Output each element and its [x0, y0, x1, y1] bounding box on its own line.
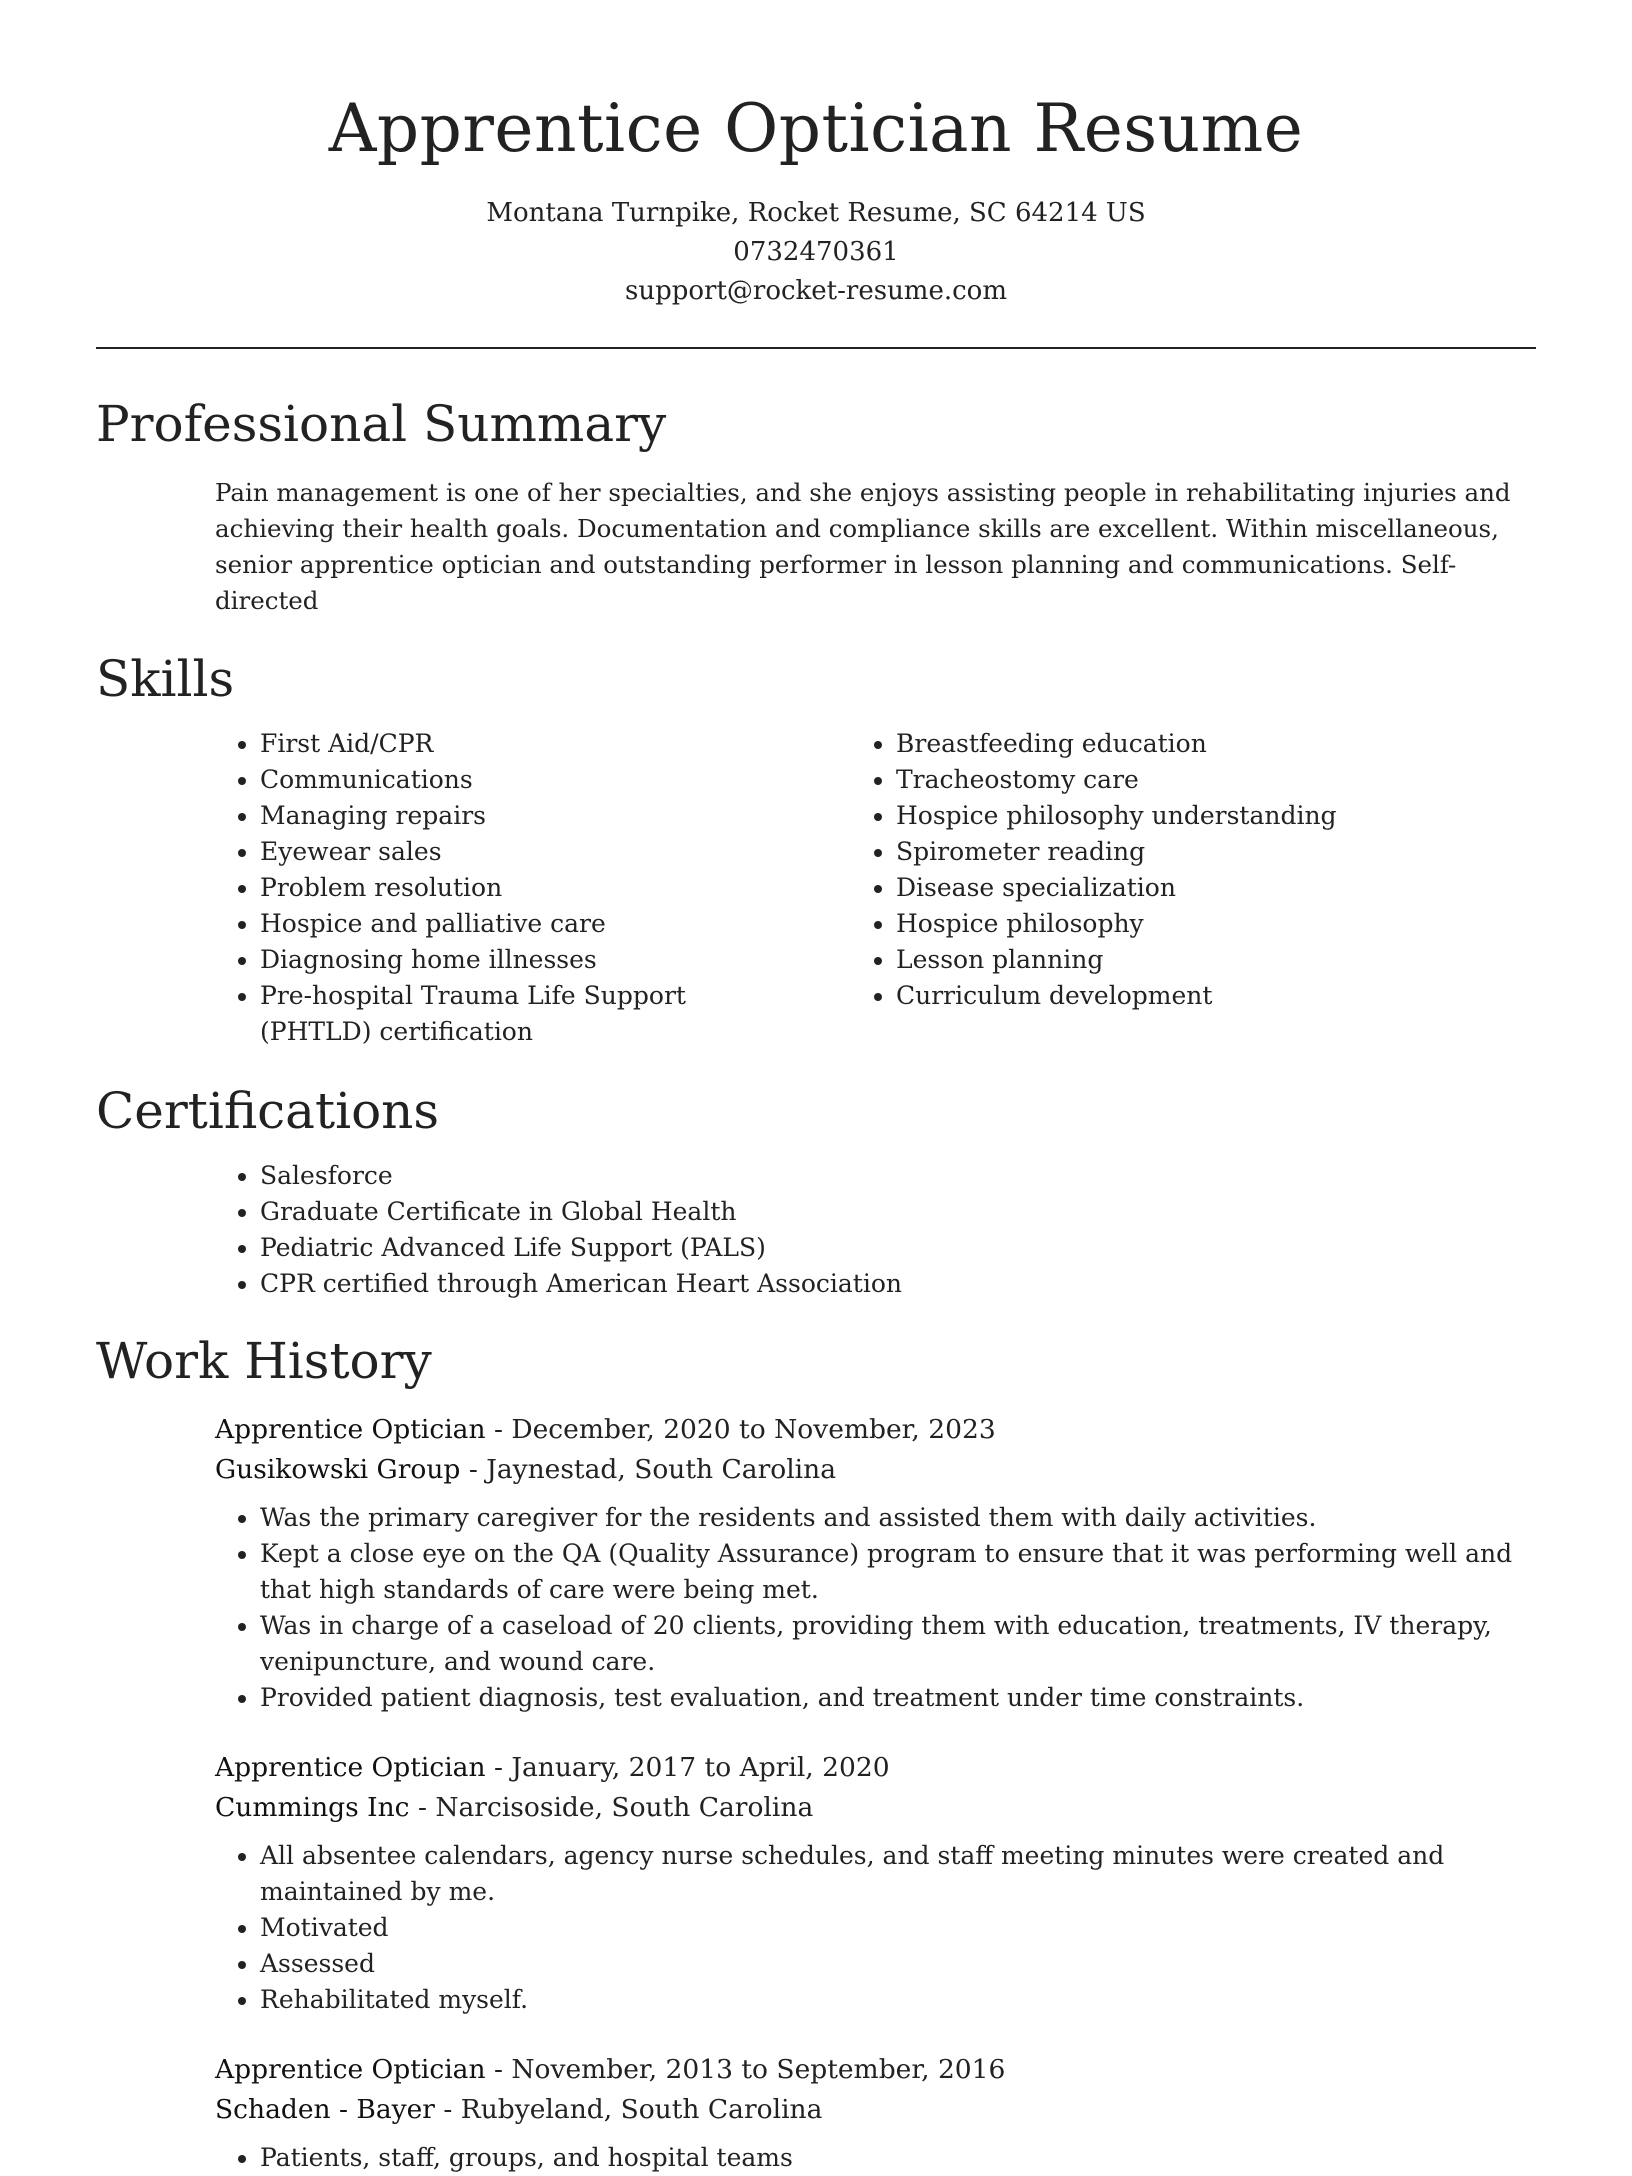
summary-section — [96, 389, 1536, 619]
resume-header — [96, 0, 1536, 311]
skill-item: • Eyewear sales — [260, 834, 746, 870]
skill-item: • Spirometer reading — [896, 834, 1337, 870]
job-bullet: • Kept a close eye on the QA (Quality Assurance) program to ensure that it was performing well and that high standards of care were being met. — [260, 1536, 1536, 1608]
job-bullet: • Patients, staff, groups, and hospital teams — [260, 2140, 1536, 2176]
job-bullet: • Motivated — [260, 1910, 1536, 1946]
certification-item: • Salesforce — [260, 1158, 1536, 1194]
skill-item: • Lesson planning — [896, 942, 1337, 978]
job-entry — [96, 1410, 1536, 1716]
job-company: Cummings Inc — [215, 1792, 410, 1823]
header-divider — [96, 347, 1536, 349]
skills-section — [96, 644, 1536, 1050]
job-bullets — [96, 2140, 1536, 2176]
job-bullet: • Rehabilitated myself. — [260, 1982, 1536, 2018]
skills-columns — [96, 726, 1536, 1050]
job-company: Gusikowski Group — [215, 1454, 461, 1485]
resume-title: Apprentice Optician Resume — [328, 90, 1304, 167]
job-title-line — [215, 1410, 1536, 1450]
job-location: - Narcisoside, South Carolina — [409, 1792, 814, 1823]
skill-item: • Pre-hospital Trauma Life Support (PHTLD) certification — [260, 978, 746, 1050]
certifications-section — [96, 1076, 1536, 1302]
job-title-line — [215, 1748, 1536, 1788]
job-title: Apprentice Optician — [215, 1752, 486, 1783]
job-company-line — [215, 1788, 1536, 1828]
skills-heading: Skills — [96, 650, 235, 708]
job-bullet: • Was the primary caregiver for the residents and assisted them with daily activities. — [260, 1500, 1536, 1536]
certifications-heading: Certifications — [96, 1082, 440, 1140]
certification-item: • CPR certified through American Heart Association — [260, 1266, 1536, 1302]
job-bullet: • Assessed — [260, 1946, 1536, 1982]
skill-item: • Tracheostomy care — [896, 762, 1337, 798]
contact-phone: 0732470361 — [733, 237, 899, 267]
job-company: Schaden - Bayer — [215, 2094, 435, 2125]
job-location: - Rubyeland, South Carolina — [434, 2094, 823, 2125]
skill-item: • Problem resolution — [260, 870, 746, 906]
job-company-line — [215, 2090, 1536, 2130]
job-location: - Jaynestad, South Carolina — [460, 1454, 837, 1485]
summary-text: Pain management is one of her specialties, and she enjoys assisting people in rehabilitating injuries and achieving their health goals. Documentation and compliance skills are excellent. Within miscellaneous, senior apprentice optician and outstanding performer in lesson planning and communications. Self-directed — [215, 478, 1511, 615]
skill-item: • Communications — [260, 762, 746, 798]
skill-item: • Diagnosing home illnesses — [260, 942, 746, 978]
job-bullet: • All absentee calendars, agency nurse schedules, and staff meeting minutes were created and maintained by me. — [260, 1838, 1536, 1910]
job-title: Apprentice Optician — [215, 1414, 486, 1445]
certification-item: • Graduate Certificate in Global Health — [260, 1194, 1536, 1230]
skill-item: • First Aid/CPR — [260, 726, 746, 762]
job-company-line — [215, 1450, 1536, 1490]
skill-item: • Hospice philosophy understanding — [896, 798, 1337, 834]
job-bullet: • Was in charge of a caseload of 20 clients, providing them with education, treatments, IV therapy, venipuncture, and wound care. — [260, 1608, 1536, 1680]
skill-item: • Managing repairs — [260, 798, 746, 834]
job-dates: - January, 2017 to April, 2020 — [485, 1752, 890, 1783]
job-bullet: • Provided patient diagnosis, test evaluation, and treatment under time constraints. — [260, 1680, 1536, 1716]
skills-list-left — [96, 726, 746, 1050]
resume-page — [96, 0, 1536, 2176]
skill-item: • Disease specialization — [896, 870, 1337, 906]
skill-item: • Hospice philosophy — [896, 906, 1337, 942]
contact-email: support@rocket-resume.com — [624, 276, 1007, 306]
contact-address: Montana Turnpike, Rocket Resume, SC 64214 US — [486, 198, 1146, 228]
contact-block — [96, 194, 1536, 311]
job-entry — [96, 2050, 1536, 2176]
summary-heading: Professional Summary — [96, 395, 667, 453]
skill-item: • Curriculum development — [896, 978, 1337, 1014]
skill-item: • Breastfeeding education — [896, 726, 1337, 762]
skill-item: • Hospice and palliative care — [260, 906, 746, 942]
job-bullets — [96, 1838, 1536, 2018]
certifications-list — [96, 1158, 1536, 1302]
job-bullets — [96, 1500, 1536, 1716]
job-dates: - November, 2013 to September, 2016 — [485, 2054, 1006, 2085]
skills-list-right — [732, 726, 1337, 1050]
work-section — [96, 1326, 1536, 2176]
job-dates: - December, 2020 to November, 2023 — [485, 1414, 996, 1445]
job-entry — [96, 1748, 1536, 2018]
work-heading: Work History — [96, 1332, 432, 1390]
certification-item: • Pediatric Advanced Life Support (PALS) — [260, 1230, 1536, 1266]
job-title: Apprentice Optician — [215, 2054, 486, 2085]
job-title-line — [215, 2050, 1536, 2090]
